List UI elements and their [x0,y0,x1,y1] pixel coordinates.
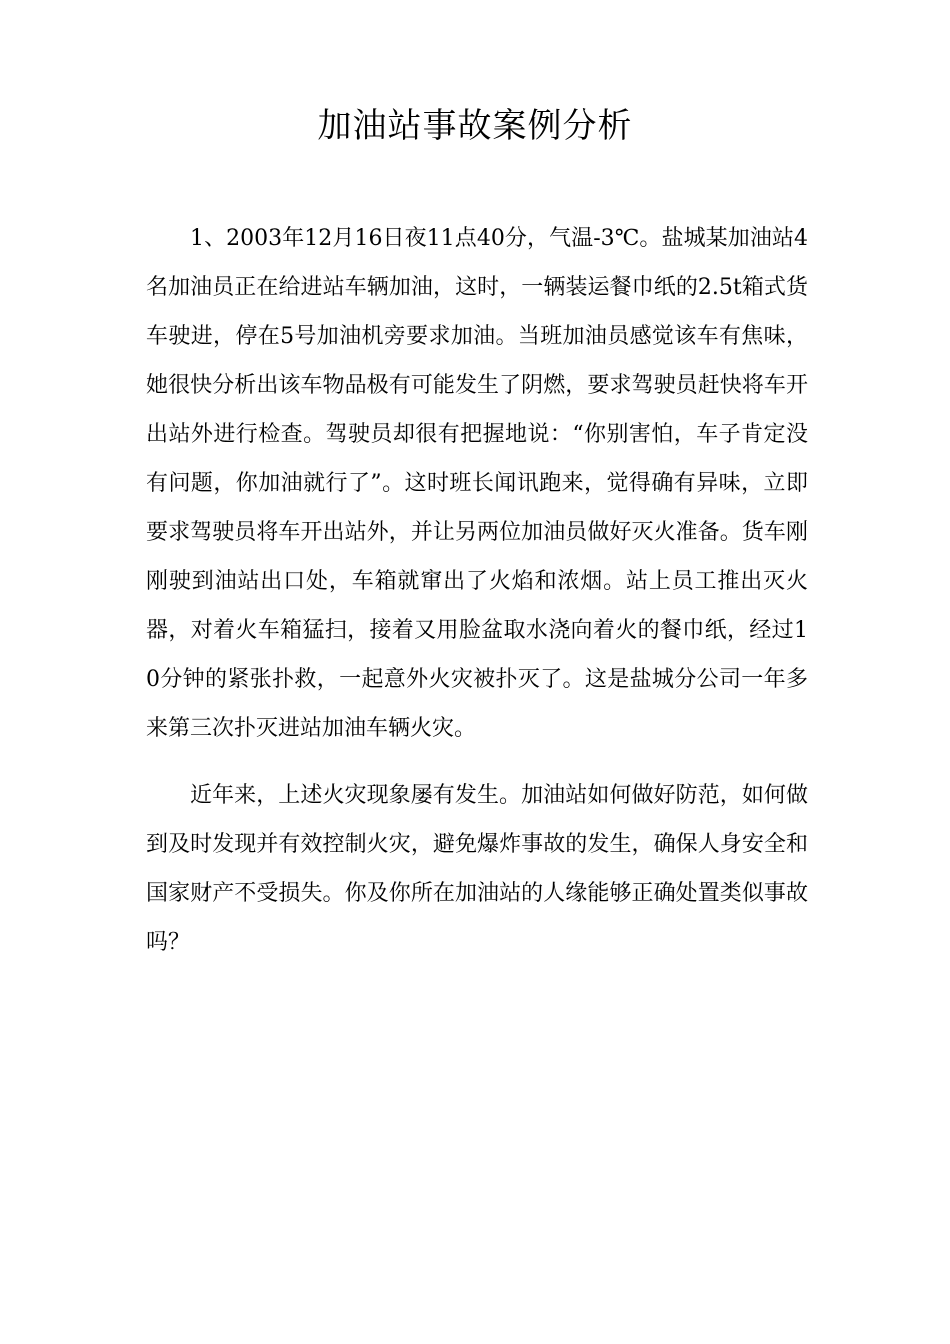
paragraph-discussion-question: 近年来，上述火灾现象屡有发生。加油站如何做好防范，如何做到及时发现并有效控制火灾，避免爆炸事故的发生，确保人身安全和国家财产不受损失。你及你所在加油站的人缘能够正确处置类似事故吗？ [146,783,808,955]
document-body [146,214,808,967]
paragraph-case-description: 1、2003年12月16日夜11点40分，气温-3℃。盐城某加油站4名加油员正在给进站车辆加油，这时，一辆装运餐巾纸的2.5t箱式货车驶进，停在5号加油机旁要求加油。当班加油员感觉该车有焦味，她很快分析出该车物品极有可能发生了阴燃，要求驾驶员赶快将车开出站外进行检查。驾驶员却很有把握地说：“你别害怕，车子肯定没有问题，你加油就行了”。这时班长闻讯跑来，觉得确有异味，立即要求驾驶员将车开出站外，并让另两位加油员做好灭火准备。货车刚刚驶到油站出口处，车箱就窜出了火焰和浓烟。站上员工推出灭火器，对着火车箱猛扫，接着又用脸盆取水浇向着火的餐巾纸，经过10分钟的紧张扑救，一起意外火灾被扑灭了。这是盐城分公司一年多来第三次扑灭进站加油车辆火灾。 [146,226,808,741]
document-title: 加油站事故案例分析 [317,106,633,146]
